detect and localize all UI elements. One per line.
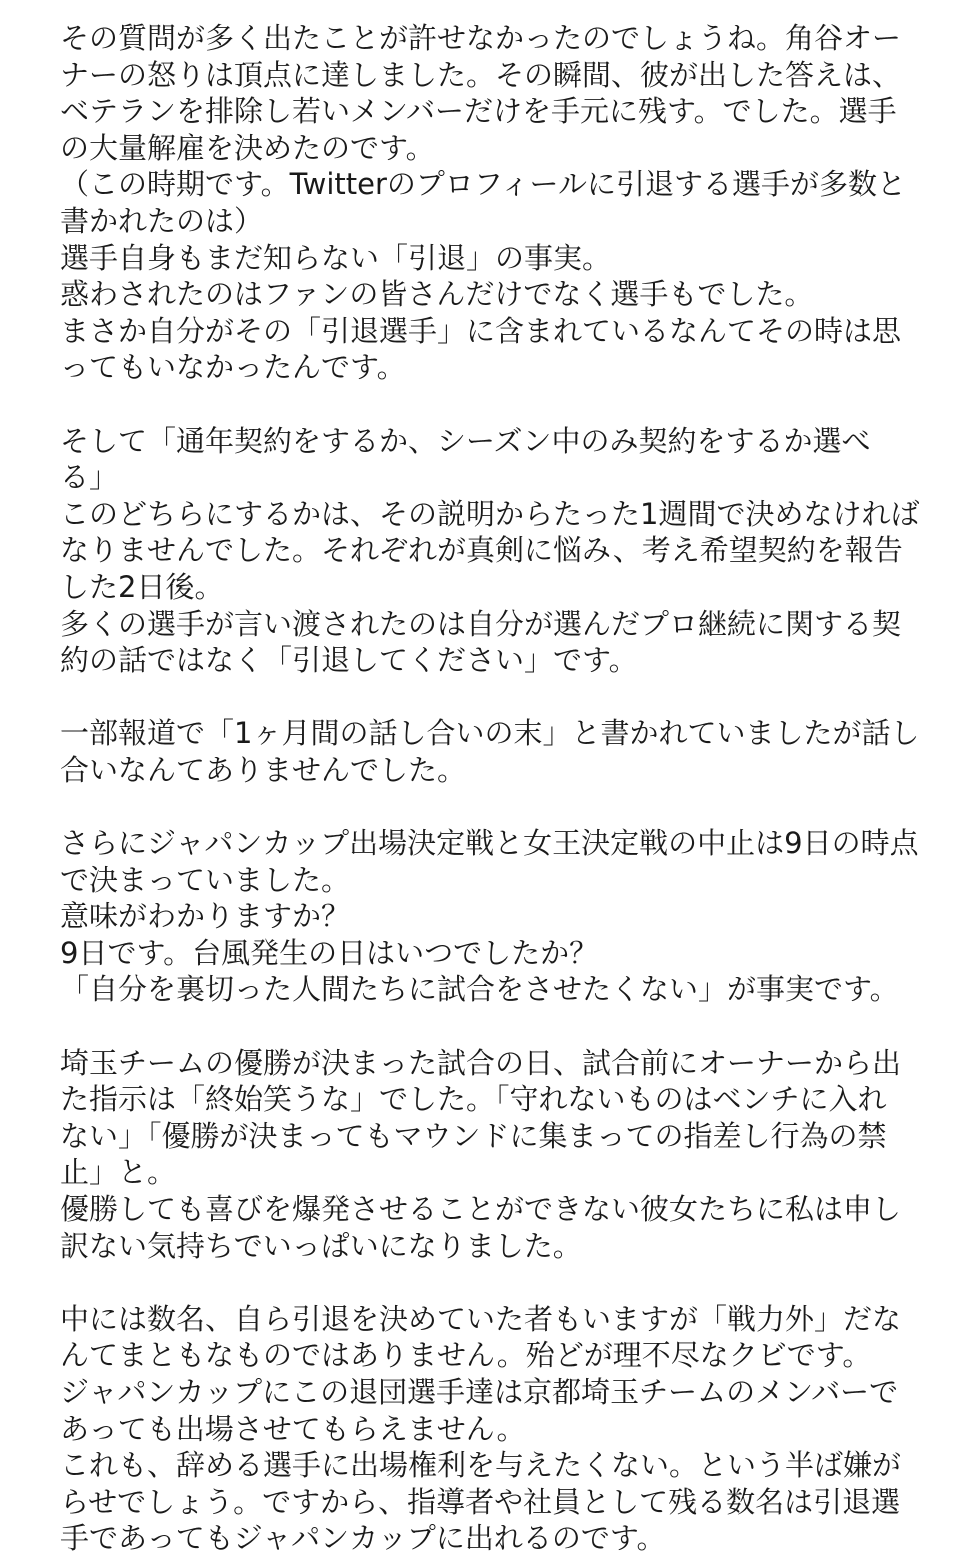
text-line: 中には数名、自ら引退を決めていた者もいますが「戦力外」だな	[60, 1301, 902, 1336]
text-line: その質問が多く出たことが許せなかったのでしょうね。角谷オー	[60, 21, 902, 55]
paragraph-gap	[60, 679, 940, 716]
paragraph-gap	[60, 386, 940, 423]
text-line: 約の話ではなく「引退してください」です。	[60, 643, 638, 678]
text-line: ベテランを排除し若いメンバーだけを手元に残す。でした。選手	[60, 94, 897, 129]
text-line: さらにジャパンカップ出場決定戦と女王決定戦の中止は9日の時点	[60, 826, 919, 861]
text-line: 多くの選手が言い渡されたのは自分が選んだプロ継続に関する契	[60, 606, 902, 641]
text-line: そして「通年契約をするか、シーズン中のみ契約をするか選べ	[60, 423, 871, 458]
text-line: る」	[60, 460, 119, 495]
text-line: まさか自分がその「引退選手」に含まれているなんてその時は思	[60, 313, 902, 348]
text-line: 選手自身もまだ知らない「引退」の事実。	[60, 240, 612, 275]
paragraph-gap	[60, 788, 940, 825]
text-line: 一部報道で「1ヶ月間の話し合いの末」と書かれていましたが話し	[60, 716, 920, 751]
text-line: あっても出場させてもらえません。	[60, 1411, 526, 1446]
text-line: 惑わされたのはファンの皆さんだけでなく選手もでした。	[60, 277, 814, 312]
text-line: 意味がわかりますか？	[60, 899, 351, 934]
paragraph-gap	[60, 1008, 940, 1045]
text-line: ジャパンカップにこの退団選手達は京都埼玉チームのメンバーで	[60, 1374, 899, 1409]
text-line: 手であってもジャパンカップに出れるのです。	[60, 1521, 666, 1556]
text-line: なりませんでした。それぞれが真剣に悩み、考え希望契約を報告	[60, 533, 903, 568]
text-line: このどちらにするかは、その説明からたった1週間で決めなければ	[60, 496, 920, 531]
document-body	[60, 20, 940, 1557]
text-line: 埼玉チームの優勝が決まった試合の日、試合前にオーナーから出	[60, 1045, 902, 1080]
text-line: ない」「優勝が決まってもマウンドに集まっての指差し行為の禁	[60, 1118, 887, 1153]
text-line: （この時期です。Twitterのプロフィールに引退する選手が多数と	[60, 167, 906, 202]
text-line: 訳ない気持ちでいっぱいになりました。	[60, 1228, 582, 1263]
text-line: んてまともなものではありません。殆どが理不尽なクビです。	[60, 1338, 872, 1373]
text-line: これも、辞める選手に出場権利を与えたくない。という半ば嫌が	[60, 1448, 902, 1483]
text-line: 9日です。台風発生の日はいつでしたか？	[60, 935, 599, 970]
text-line: た指示は「終始笑うな」でした。「守れないものはベンチに入れ	[60, 1082, 887, 1117]
text-line: 「自分を裏切った人間たちに試合をさせたくない」が事実です。	[60, 972, 899, 1007]
text-line: した2日後。	[60, 569, 224, 604]
text-line: 合いなんてありませんでした。	[60, 752, 467, 787]
text-line: 優勝しても喜びを爆発させることができない彼女たちに私は申し	[60, 1192, 902, 1226]
text-line: で決まっていました。	[60, 862, 351, 897]
paragraph-gap	[60, 1264, 940, 1301]
text-line: の大量解雇を決めたのです。	[60, 130, 435, 165]
text-line: 書かれたのは）	[60, 203, 264, 238]
text-line: らせでしょう。ですから、指導者や社員として残る数名は引退選	[60, 1484, 901, 1519]
text-line: ってもいなかったんです。	[60, 350, 406, 385]
text-line: 止」と。	[60, 1155, 177, 1190]
text-line: ナーの怒りは頂点に達しました。その瞬間、彼が出した答えは、	[60, 57, 902, 92]
